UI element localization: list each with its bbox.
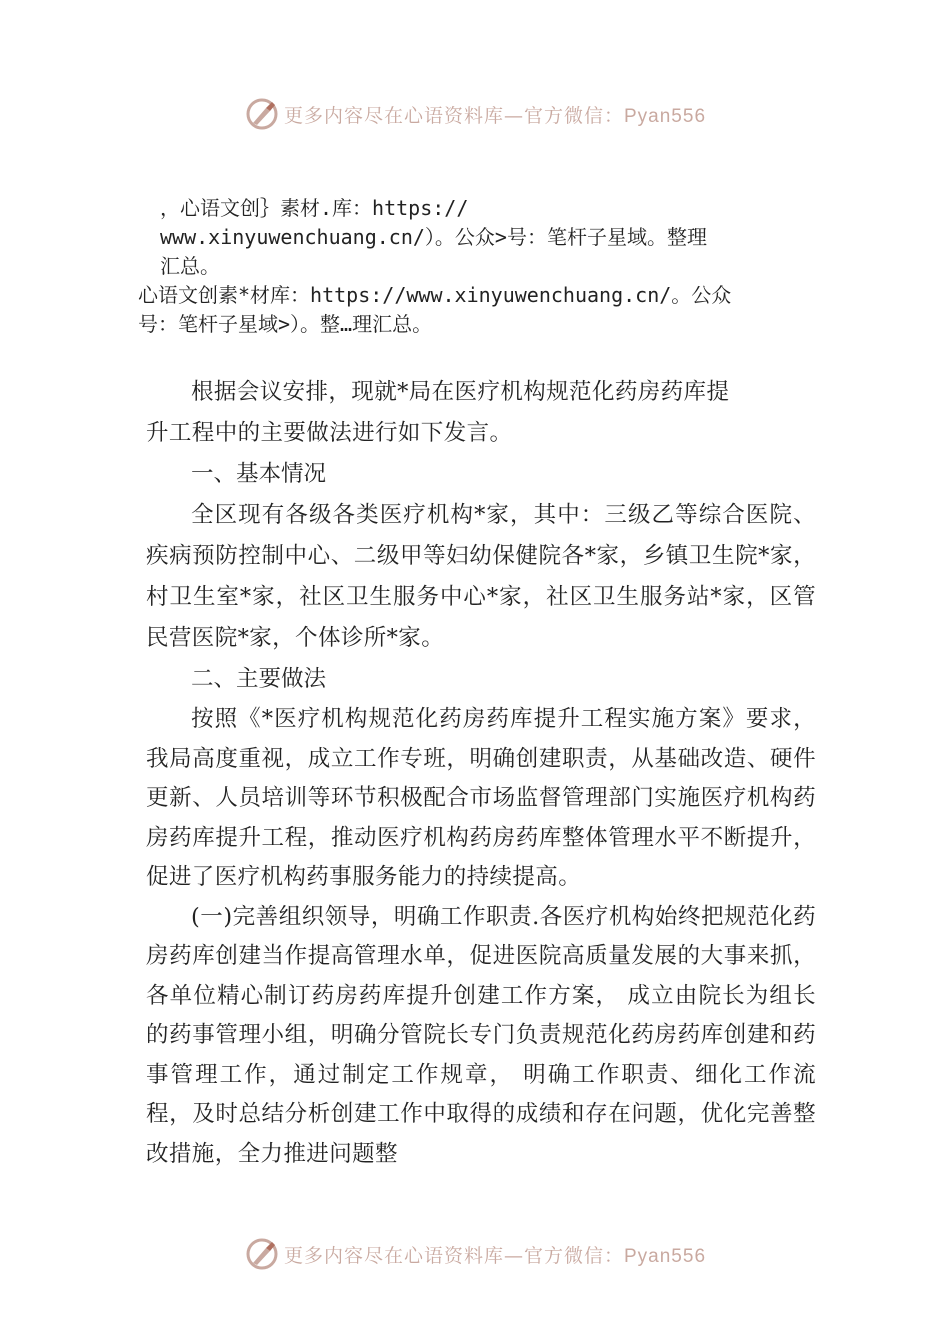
section-1-paragraph: 全区现有各级各类医疗机构*家，其中：三级乙等综合医院、疾病预防控制中心、二级甲等妇幼保健院各*家，乡镇卫生院*家，村卫生室*家，社区卫生服务中心*家，社区卫生服务站*家，区管民营医院*家，个体诊所*家。 [146,502,816,651]
watermark-text: 更多内容尽在心语资料库—官方微信：Pyan556 [283,104,707,127]
watermark-text: 更多内容尽在心语资料库—官方微信：Pyan556 [283,1244,707,1267]
watermark-banner-bottom [0,1234,950,1274]
watermark-banner-top [0,94,950,134]
intro-block [146,372,816,454]
intro-line-1: 根据会议安排，现就*局在医疗机构规范化药房药库提 [191,379,730,405]
header-note-line-4: 心语文创素*材库：https://www.xinyuwenchuang.cn/。公众 [138,283,732,307]
header-note-line-2: www.xinyuwenchuang.cn/）。公众>号：笔杆子星域。整理 [160,225,707,249]
section-1-heading: 一、基本情况 [191,461,327,487]
intro-line-2: 升工程中的主要做法进行如下发言。 [146,420,513,446]
header-note-line-5: 号：笔杆子星域>）。整…理汇总。 [138,312,433,336]
main-body [146,454,816,1174]
section-2-paragraph-1: 按照《*医疗机构规范化药房药库提升工程实施方案》要求，我局高度重视，成立工作专班，明确创建职责，从基础改造、硬件更新、人员培训等环节积极配合市场监督管理部门实施医疗机构药房药库提升工程，推动医疗机构药房药库整体管理水平不断提升，促进了医疗机构药事服务能力的持续提高。 [146,706,816,890]
header-note-line-1: ，心语文创｝素材.库：https:// [160,196,469,220]
pen-logo-icon [244,1236,280,1272]
header-note-line-3: 汇总。 [160,254,220,278]
section-2-heading: 二、主要做法 [191,666,327,692]
section-2-paragraph-2: (一)完善组织领导，明确工作职责.各医疗机构始终把规范化药房药库创建当作提高管理水单，促进医院高质量发展的大事来抓，各单位精心制订药房药库提升创建工作方案， 成立由院长为组长的药事管理小组，明确分管院长专门负责规范化药房药库创建和药事管理工作，通过制定工作规章， 明确工作职责、细化工作流程，及时总结分析创建工作中取得的成绩和存在问题，优化完善整改措施，全力推进问题整 [146,903,816,1167]
pen-logo-icon [244,96,280,132]
